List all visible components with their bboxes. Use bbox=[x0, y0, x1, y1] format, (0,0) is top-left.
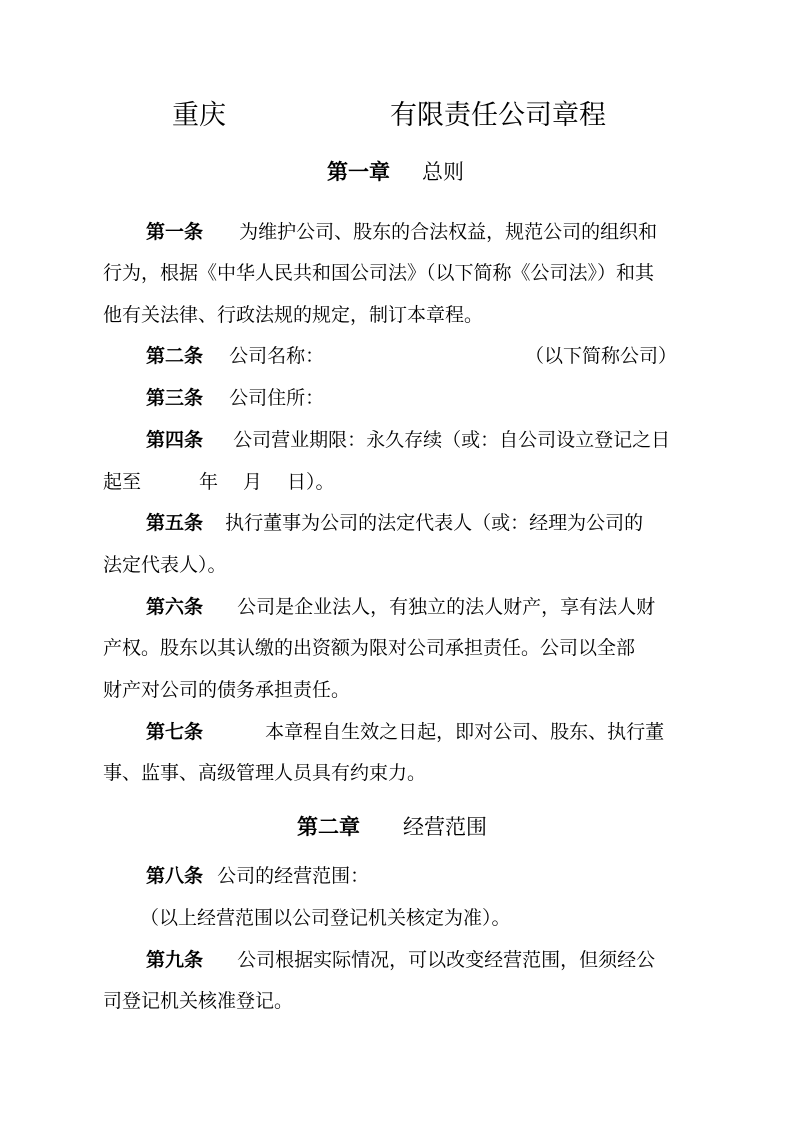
article-5-line-2: 法定代表人）。 bbox=[103, 554, 227, 576]
article-7 bbox=[146, 718, 664, 746]
article-9-line-2: 司登记机关核准登记。 bbox=[103, 990, 294, 1012]
article-1 bbox=[146, 218, 657, 246]
article-4-line-2 bbox=[103, 468, 141, 496]
article-text: 公司根据实际情况，可以改变经营范围，但须经公 bbox=[237, 949, 656, 971]
article-label: 第八条 bbox=[146, 865, 204, 887]
article-6 bbox=[146, 593, 655, 621]
chapter-number: 第一章 bbox=[327, 160, 390, 184]
date-day: 日）。 bbox=[287, 471, 335, 493]
document-title bbox=[0, 96, 794, 136]
article-3 bbox=[146, 384, 324, 412]
chapter-number: 第二章 bbox=[297, 815, 360, 839]
article-7-line-2: 事、监事、高级管理人员具有约束力。 bbox=[103, 762, 427, 784]
article-4 bbox=[146, 426, 670, 454]
article-text: 本章程自生效之日起，即对公司、股东、执行董 bbox=[265, 721, 665, 743]
date-month: 月 bbox=[243, 471, 263, 493]
article-1-line-2: 行为，根据《中华人民共和国公司法》（以下简称《公司法》）和其 bbox=[103, 262, 655, 284]
article-label: 第三条 bbox=[146, 387, 204, 409]
article-text: 执行董事为公司的法定代表人（或：经理为公司的 bbox=[225, 512, 644, 534]
chapter-name: 经营范围 bbox=[403, 815, 487, 839]
company-name-label: 公司名称： bbox=[229, 345, 325, 367]
article-label: 第七条 bbox=[146, 721, 204, 743]
article-text: 公司是企业法人，有独立的法人财产，享有法人财 bbox=[237, 596, 656, 618]
title-company-type: 有限责任公司章程 bbox=[390, 100, 606, 131]
date-year: 年 bbox=[199, 471, 219, 493]
business-scope-label: 公司的经营范围： bbox=[217, 865, 370, 887]
company-address-label: 公司住所： bbox=[229, 387, 325, 409]
article-text: 公司营业期限：永久存续（或：自公司设立登记之日 bbox=[233, 429, 671, 451]
article-1-line-3: 他有关法律、行政法规的规定，制订本章程。 bbox=[103, 304, 484, 326]
article-text: 为维护公司、股东的合法权益，规范公司的组织和 bbox=[239, 221, 658, 243]
article-label: 第四条 bbox=[146, 429, 204, 451]
article-label: 第九条 bbox=[146, 949, 204, 971]
business-scope-note: （以上经营范围以公司登记机关核定为准）。 bbox=[140, 907, 511, 929]
title-city: 重庆 bbox=[172, 100, 226, 131]
article-label: 第二条 bbox=[146, 345, 204, 367]
article-9 bbox=[146, 946, 655, 974]
article-label: 第六条 bbox=[146, 596, 204, 618]
article-label: 第一条 bbox=[146, 221, 204, 243]
article-6-line-2: 产权。股东以其认缴的出资额为限对公司承担责任。公司以全部 bbox=[103, 637, 636, 659]
article-6-line-3: 财产对公司的债务承担责任。 bbox=[103, 679, 351, 701]
article-5 bbox=[146, 509, 643, 537]
chapter-name: 总则 bbox=[422, 160, 464, 184]
article-label: 第五条 bbox=[146, 512, 204, 534]
date-prefix: 起至 bbox=[103, 471, 142, 493]
company-name-abbrev: （以下简称公司） bbox=[525, 345, 678, 367]
article-2 bbox=[146, 342, 324, 370]
article-8 bbox=[146, 862, 369, 890]
